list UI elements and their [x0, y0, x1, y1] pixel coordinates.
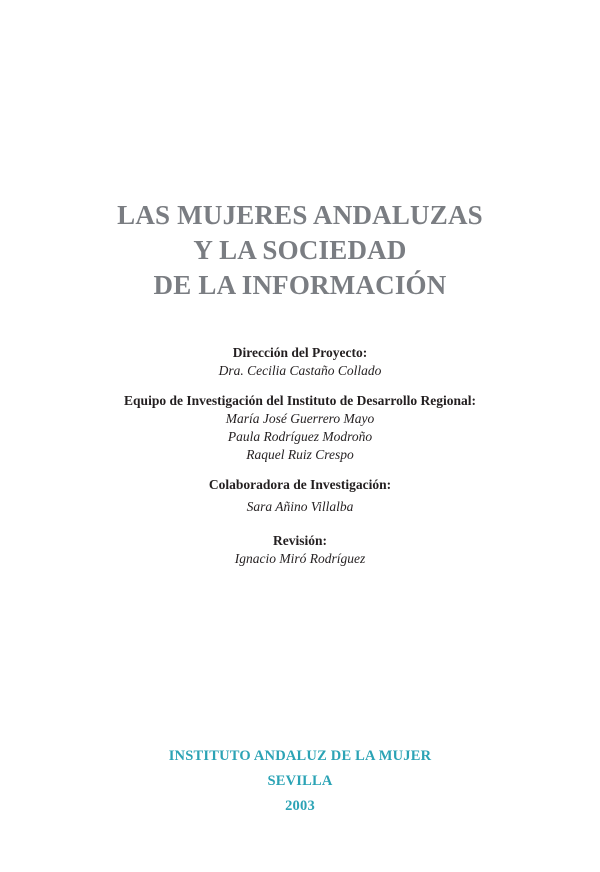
credits-block — [0, 344, 600, 580]
team-member-name: Raquel Ruiz Crespo — [246, 447, 354, 462]
team-section — [0, 392, 600, 464]
collaborator-heading: Colaboradora de Investigación: — [208, 477, 392, 492]
publisher-name: INSTITUTO ANDALUZ DE LA MUJER — [168, 748, 432, 764]
team-heading: Equipo de Investigación del Instituto de Desarrollo Regional: — [124, 393, 476, 408]
collaborator-section — [0, 476, 600, 516]
collaborator-name: Sara Añino Villalba — [246, 499, 354, 514]
reviewer-name: Ignacio Miró Rodríguez — [234, 551, 366, 566]
publisher-city: SEVILLA — [267, 773, 333, 789]
title-line-1: LAS MUJERES ANDALUZAS — [117, 200, 483, 230]
title-line-2: Y LA SOCIEDAD — [193, 235, 407, 265]
title-line-3: DE LA INFORMACIÓN — [153, 270, 447, 300]
director-name: Dra. Cecilia Castaño Collado — [218, 363, 382, 378]
direction-section — [0, 344, 600, 380]
team-member-name: María José Guerrero Mayo — [225, 411, 375, 426]
publisher-block — [0, 744, 600, 819]
direction-heading: Dirección del Proyecto: — [232, 345, 368, 360]
book-title — [0, 198, 600, 303]
review-heading: Revisión: — [273, 533, 327, 548]
publication-year: 2003 — [285, 798, 315, 814]
team-member-name: Paula Rodríguez Modroño — [227, 429, 373, 444]
review-section — [0, 532, 600, 568]
